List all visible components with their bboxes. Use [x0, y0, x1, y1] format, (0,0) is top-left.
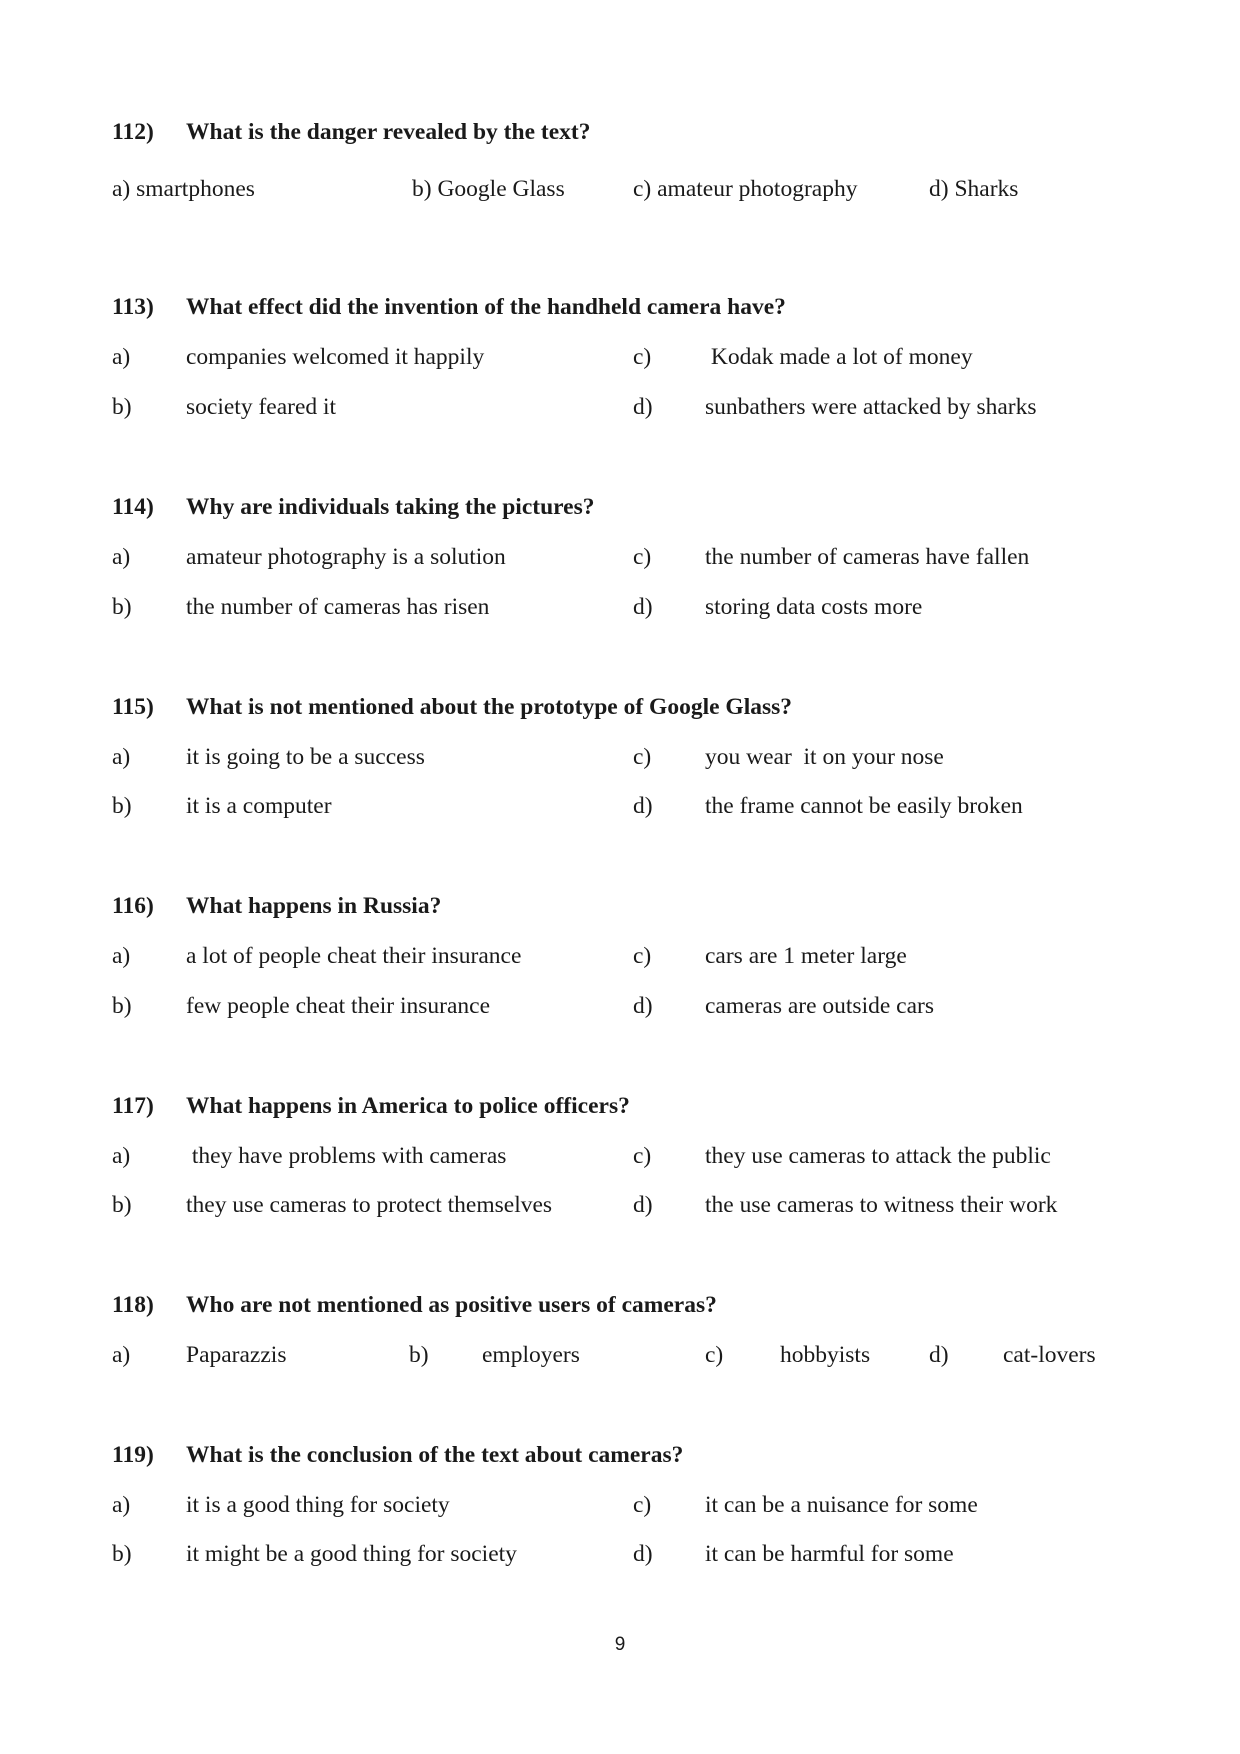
question-number: 119): [112, 1442, 154, 1468]
option-b-letter: b): [112, 993, 132, 1019]
option-a-text: they have problems with cameras: [186, 1143, 507, 1169]
option-d-text: the frame cannot be easily broken: [705, 793, 1023, 819]
option-b-text: few people cheat their insurance: [186, 993, 491, 1019]
option-b-letter: b): [112, 793, 132, 819]
option-b: b) Google Glass: [412, 176, 565, 202]
question-number: 116): [112, 893, 154, 919]
question-text: What is not mentioned about the prototype of Google Glass?: [186, 694, 793, 720]
option-b-text: it is a computer: [186, 793, 332, 819]
question-text: What effect did the invention of the handheld camera have?: [186, 294, 786, 320]
option-a-letter: a): [112, 344, 131, 370]
option-d-text: the use cameras to witness their work: [705, 1192, 1058, 1218]
option-c-letter: c): [633, 1492, 652, 1518]
question-number: 117): [112, 1093, 154, 1119]
option-a-letter: a): [112, 943, 131, 969]
option-c-text: hobbyists: [780, 1342, 871, 1368]
question-text: What is the danger revealed by the text?: [186, 119, 591, 145]
option-a-text: it is a good thing for society: [186, 1492, 450, 1518]
option-b-text: employers: [482, 1342, 580, 1368]
option-a-text: Paparazzis: [186, 1342, 287, 1368]
question-text: What happens in Russia?: [186, 893, 442, 919]
option-c-text: they use cameras to attack the public: [705, 1143, 1051, 1169]
option-b-letter: b): [112, 1192, 132, 1218]
option-d-letter: d): [633, 793, 653, 819]
option-d-letter: d): [633, 394, 653, 420]
option-d-letter: d): [929, 1342, 949, 1368]
option-c-text: cars are 1 meter large: [705, 943, 907, 969]
option-b-text: society feared it: [186, 394, 337, 420]
option-a-letter: a): [112, 744, 131, 770]
option-a-text: it is going to be a success: [186, 744, 425, 770]
option-a-text: amateur photography is a solution: [186, 544, 506, 570]
option-c-letter: c): [633, 943, 652, 969]
question-number: 114): [112, 494, 154, 520]
option-d-letter: d): [633, 594, 653, 620]
option-c-letter: c): [705, 1342, 724, 1368]
question-text: What is the conclusion of the text about cameras?: [186, 1442, 684, 1468]
option-c: c) amateur photography: [633, 176, 858, 202]
option-b-text: they use cameras to protect themselves: [186, 1192, 553, 1218]
option-a-letter: a): [112, 544, 131, 570]
option-a-letter: a): [112, 1342, 131, 1368]
option-a-text: companies welcomed it happily: [186, 344, 485, 370]
option-c-letter: c): [633, 344, 652, 370]
option-b-letter: b): [112, 1541, 132, 1567]
option-d-text: it can be harmful for some: [705, 1541, 954, 1567]
option-b-text: the number of cameras has risen: [186, 594, 490, 620]
question-number: 112): [112, 119, 154, 145]
option-d-letter: d): [633, 1192, 653, 1218]
option-a-letter: a): [112, 1143, 131, 1169]
option-d-text: storing data costs more: [705, 594, 923, 620]
option-d-text: cameras are outside cars: [705, 993, 934, 1019]
option-c-letter: c): [633, 744, 652, 770]
option-d: d) Sharks: [929, 176, 1019, 202]
option-d-letter: d): [633, 993, 653, 1019]
option-c-text: you wear it on your nose: [705, 744, 944, 770]
question-text: Why are individuals taking the pictures?: [186, 494, 595, 520]
option-d-text: cat-lovers: [1003, 1342, 1096, 1368]
option-d-letter: d): [633, 1541, 653, 1567]
option-a-letter: a): [112, 1492, 131, 1518]
option-b-text: it might be a good thing for society: [186, 1541, 517, 1567]
question-number: 115): [112, 694, 154, 720]
option-c-text: Kodak made a lot of money: [705, 344, 973, 370]
page-number: 9: [614, 1634, 626, 1655]
option-b-letter: b): [112, 594, 132, 620]
question-number: 118): [112, 1292, 154, 1318]
option-b-letter: b): [112, 394, 132, 420]
option-b-letter: b): [409, 1342, 429, 1368]
question-text: Who are not mentioned as positive users of cameras?: [186, 1292, 717, 1318]
option-a: a) smartphones: [112, 176, 255, 202]
option-c-letter: c): [633, 1143, 652, 1169]
option-d-text: sunbathers were attacked by sharks: [705, 394, 1037, 420]
option-c-text: it can be a nuisance for some: [705, 1492, 978, 1518]
option-a-text: a lot of people cheat their insurance: [186, 943, 522, 969]
question-text: What happens in America to police officers?: [186, 1093, 630, 1119]
question-number: 113): [112, 294, 154, 320]
option-c-letter: c): [633, 544, 652, 570]
option-c-text: the number of cameras have fallen: [705, 544, 1030, 570]
